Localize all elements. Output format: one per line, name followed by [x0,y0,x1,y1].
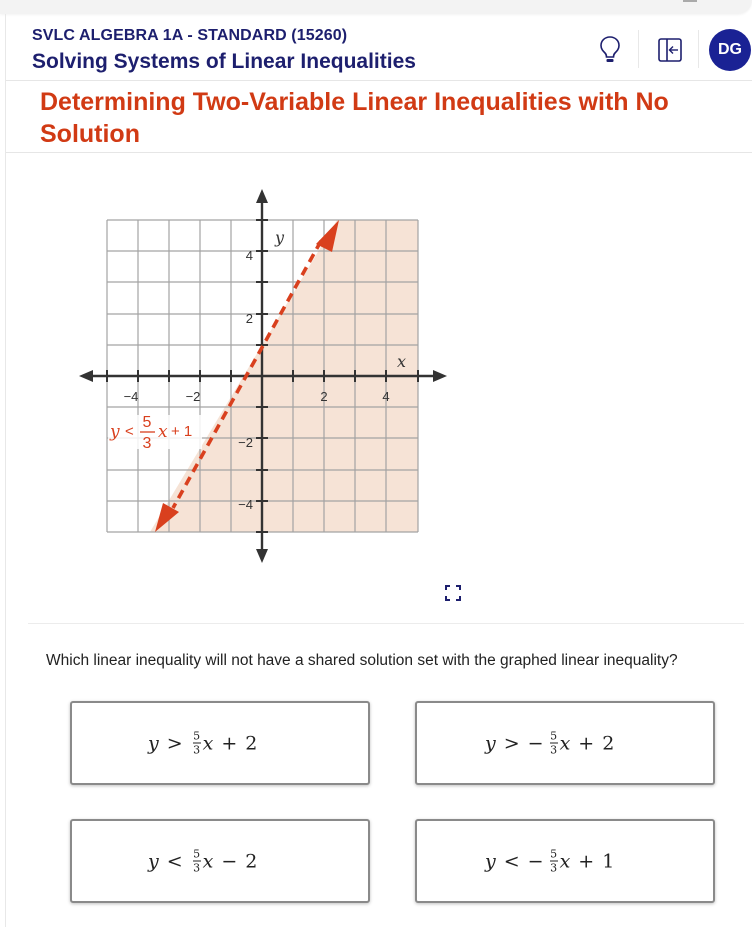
tail-operator: + [221,732,238,754]
header-divider [638,30,639,68]
numerator: 5 [550,729,558,743]
relation-operator: > [166,732,183,754]
var-y: y [148,732,159,754]
svg-text:3: 3 [142,435,152,452]
constant: 2 [245,732,258,754]
x-tick-label: −2 [185,389,201,404]
relation-operator: > [503,732,520,754]
question-text: Which linear inequality will not have a shared solution set with the graphed linear inequality? [46,652,678,669]
unit-title: Solving Systems of Linear Inequalities [32,50,416,73]
relation-operator: < [503,850,520,872]
var-y: y [148,850,159,872]
var-x: x [559,732,571,754]
denominator: 3 [193,743,201,757]
x-tick-label: 2 [320,389,328,404]
numerator: 5 [550,847,558,861]
exit-panel-icon[interactable] [657,37,683,63]
choice-expression [485,731,614,756]
expand-image-icon[interactable] [445,585,461,601]
fraction [193,849,201,874]
numerator: 5 [193,729,201,743]
tail-operator: + [578,732,595,754]
x-axis-label: x [397,352,407,371]
constant: 2 [602,732,615,754]
user-avatar[interactable]: DG [709,29,751,71]
var-y: y [485,732,496,754]
var-x: x [559,850,571,872]
var-x: x [202,850,214,872]
fraction [193,731,201,756]
y-tick-label: −2 [238,435,253,450]
divider [28,623,744,624]
y-axis-label: y [275,228,285,247]
divider [6,152,752,153]
fraction [550,731,558,756]
choice-expression [148,849,257,874]
choice-expression [148,731,257,756]
lesson-title: Determining Two-Variable Linear Inequalities with No Solution [40,88,669,148]
x-tick-label: 4 [382,389,390,404]
svg-text:+ 1: + 1 [171,423,193,440]
left-rail-divider [5,14,6,927]
inequality-graph [75,185,455,570]
svg-text:x: x [158,422,168,442]
header-divider [698,30,699,68]
constant: 2 [245,850,258,872]
sign: − [527,732,544,754]
svg-text:y: y [110,422,120,442]
constant: 1 [602,850,615,872]
y-tick-label: 2 [245,311,253,326]
numerator: 5 [193,847,201,861]
tail-operator: − [221,850,238,872]
answer-choice-2[interactable] [415,701,715,785]
fraction [550,849,558,874]
divider [6,80,752,81]
answer-choice-4[interactable] [415,819,715,903]
svg-text:5: 5 [142,414,152,431]
handle-indicator [683,0,697,2]
answer-choice-1[interactable] [70,701,370,785]
course-title: SVLC ALGEBRA 1A - STANDARD (15260) [32,27,348,44]
denominator: 3 [193,861,201,875]
lightbulb-icon[interactable] [597,34,623,66]
var-y: y [485,850,496,872]
svg-text:<: < [125,423,134,440]
answer-choice-3[interactable] [70,819,370,903]
denominator: 3 [550,743,558,757]
y-tick-label: −4 [238,497,253,512]
relation-operator: < [166,850,183,872]
denominator: 3 [550,861,558,875]
sign: − [527,850,544,872]
y-tick-label: 4 [245,248,253,263]
x-tick-label: −4 [123,389,139,404]
browser-top-strip [0,0,752,14]
choice-expression [485,849,614,874]
var-x: x [202,732,214,754]
tail-operator: + [578,850,595,872]
